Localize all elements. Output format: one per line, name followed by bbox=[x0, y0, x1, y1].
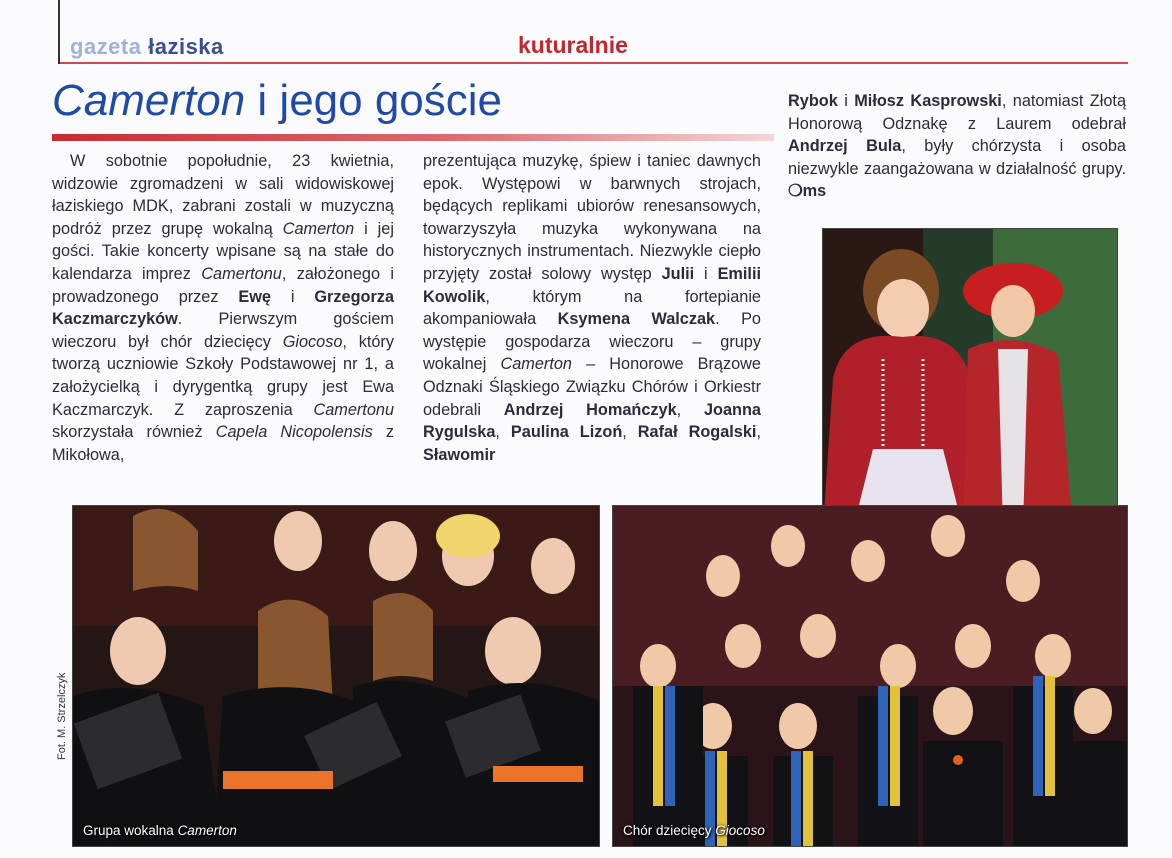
text-run: i bbox=[837, 92, 855, 110]
text-run: i bbox=[694, 264, 718, 283]
text-bold: Miłosz Kasprowski bbox=[854, 92, 1002, 110]
photo-camerton bbox=[72, 505, 600, 847]
article-column-3 bbox=[788, 90, 1126, 203]
margin-line bbox=[58, 0, 60, 64]
article-title-italic: Camerton bbox=[52, 76, 246, 125]
text-bold: Sławomir bbox=[423, 445, 496, 464]
text-bold: Andrzej Homańczyk bbox=[503, 400, 677, 419]
section-title: kuturalnie bbox=[518, 32, 628, 58]
photo-capela-illustration bbox=[823, 229, 1117, 529]
text-run: , bbox=[676, 400, 704, 419]
text-bold: Emilii Kowolik bbox=[423, 264, 761, 306]
text-run: skorzystała również bbox=[52, 423, 216, 442]
text-run: i bbox=[270, 287, 315, 306]
text-run: , bbox=[495, 423, 511, 442]
photo-caption bbox=[83, 823, 237, 838]
article-title bbox=[52, 76, 502, 126]
text-bold: Ewę bbox=[238, 287, 271, 306]
photo-caption-italic: Camerton bbox=[177, 823, 237, 838]
text-run: , były chórzysta i osoba niezwykle zaangażowana w działalność grupy. bbox=[788, 137, 1126, 178]
article-column-1 bbox=[52, 150, 394, 466]
photo-caption-text: Grupa wokalna bbox=[83, 823, 178, 838]
text-bold: Joanna Rygulska bbox=[423, 400, 761, 442]
photo-caption-italic: Giocoso bbox=[715, 823, 765, 838]
text-run: , którym na fortepianie akompaniowała bbox=[423, 287, 761, 329]
header-divider bbox=[60, 62, 1128, 64]
text-bold: Ksymena Walczak bbox=[557, 310, 716, 329]
photo-capela-nicopolensis bbox=[822, 228, 1118, 530]
photo-caption bbox=[623, 823, 765, 838]
text-bold: Rafał Rogalski bbox=[637, 423, 757, 442]
photo-giocoso-illustration bbox=[613, 506, 1127, 846]
text-bold: Julii bbox=[661, 264, 695, 283]
text-run: . Po występie gospodarza wieczoru – grupy wokalnej bbox=[423, 310, 761, 374]
text-bold: Paulina Lizoń bbox=[510, 423, 623, 442]
text-bold: Andrzej Bula bbox=[788, 137, 902, 156]
text-bold: Grzegorza Kaczmarczyków bbox=[52, 287, 394, 329]
text-italic: Camertonu bbox=[313, 400, 394, 419]
text-run: W sobotnie popołudnie, 23 kwietnia, widzowie zgromadzeni w sali widowiskowej łaziskiego MDK, zabrani zostali w muzyczną podróż przez grupę wokalną bbox=[52, 152, 394, 238]
text-run: . Pierwszym gościem wieczoru był chór dziecięcy bbox=[52, 310, 394, 351]
author-signature: ❍ms bbox=[788, 182, 827, 201]
photo-giocoso bbox=[612, 505, 1128, 847]
text-run: , bbox=[622, 423, 638, 442]
text-run: i jej gości. Takie koncerty wpisane są na stałe do kalendarza imprez bbox=[52, 219, 394, 283]
text-italic: Camerton bbox=[282, 219, 355, 238]
text-run: z Mikołowa, bbox=[52, 423, 394, 464]
publication-name-part2: łaziska bbox=[148, 34, 224, 59]
photo-camerton-illustration bbox=[73, 506, 599, 846]
title-underline bbox=[52, 134, 774, 141]
photo-caption-text: Chór dziecięcy bbox=[623, 823, 716, 838]
text-run: prezentująca muzykę, śpiew i taniec dawnych epok. Występowi w barwnych strojach, będących replikami ubiorów renesansowych, towarzyszyła muzyka wykonywana na historycznych instrumentach. Niezwykle ciepło przyjęty został solowy występ bbox=[423, 152, 761, 283]
text-italic: Giocoso bbox=[282, 332, 343, 351]
article-column-2 bbox=[423, 150, 761, 466]
article-title-rest: i jego goście bbox=[245, 76, 503, 125]
text-italic: Camerton bbox=[500, 355, 572, 374]
text-run: , założonego i prowadzonego przez bbox=[52, 264, 394, 306]
text-bold: Rybok bbox=[788, 92, 838, 110]
text-run: , który tworzą uczniowie Szkoły Podstawowej nr 1, a założycielką i dyrygentką grupy jest Ewa Kaczmarczyk. Z zaproszenia bbox=[52, 332, 394, 419]
text-italic: Capela Nicopolensis bbox=[215, 423, 373, 442]
text-run: , natomiast Złotą Honorową Odznakę z Laurem odebrał bbox=[788, 92, 1126, 133]
publication-name bbox=[70, 34, 224, 60]
publication-name-part1: gazeta bbox=[70, 34, 142, 59]
text-italic: Camertonu bbox=[201, 264, 282, 283]
text-run: – Honorowe Brązowe Odznaki Śląskiego Związku Chórów i Orkiestr odebrali bbox=[423, 355, 761, 419]
text-run: , bbox=[756, 423, 761, 442]
photo-credit: Fot. M. Strzelczyk bbox=[56, 672, 68, 760]
